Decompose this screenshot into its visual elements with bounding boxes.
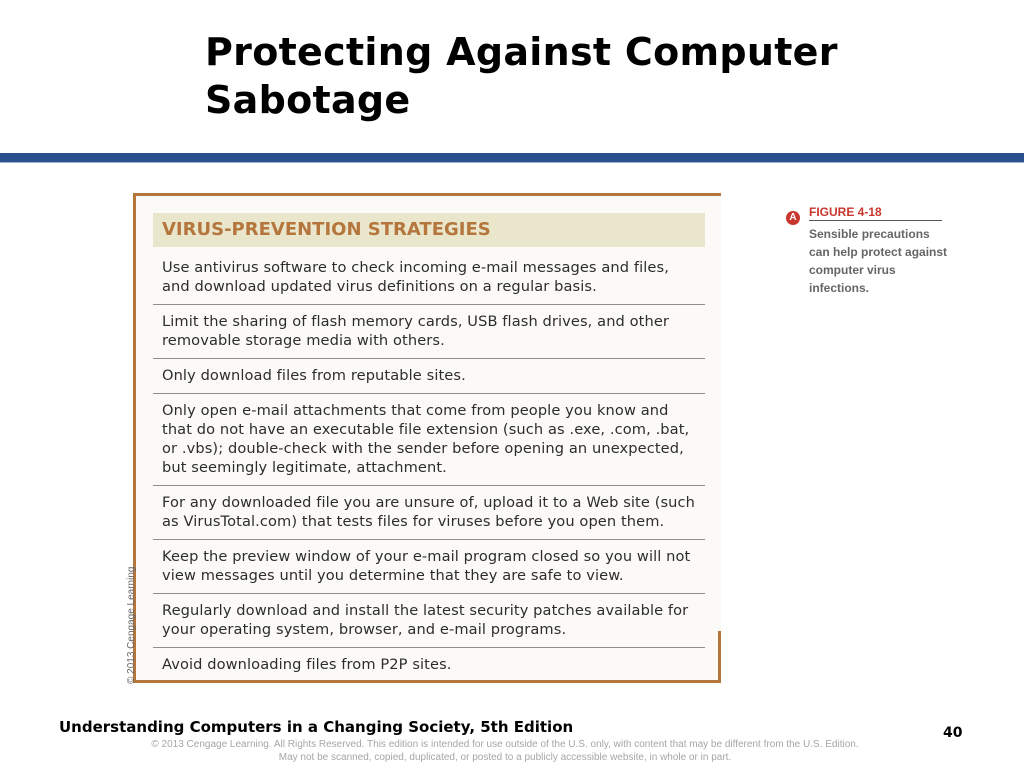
footer-notice-line: May not be scanned, copied, duplicated, or posted to a publicly accessible website, in whole or in part. — [278, 752, 732, 763]
figure-frame-top — [133, 193, 721, 196]
footer-copyright-notice — [0, 738, 1010, 764]
strategy-row: For any downloaded file you are unsure of, upload it to a Web site (such as VirusTotal.com) that tests files for viruses before you open them. — [153, 486, 705, 540]
page-number: 40 — [943, 725, 963, 741]
strategy-row: Avoid downloading files from P2P sites. — [162, 656, 452, 673]
figure-caption-text: Sensible precautions can help protect against computer virus infections. — [809, 227, 948, 295]
strategy-row: Use antivirus software to check incoming e-mail messages and files, and download updated virus definitions on a regular basis. — [153, 251, 705, 305]
slide-title: Protecting Against Computer Sabotage — [205, 30, 838, 122]
figure-marker-icon: A — [786, 211, 800, 225]
footer-book-title: Understanding Computers in a Changing Society, 5th Edition — [59, 718, 574, 736]
strategy-row: Regularly download and install the latest security patches available for your operating system, browser, and e-mail programs. — [153, 594, 705, 648]
strategy-row: Limit the sharing of flash memory cards, USB flash drives, and other removable storage media with others. — [153, 305, 705, 359]
figure-copyright: © 2013 Cengage Learning — [126, 566, 137, 684]
strategy-row: Only download files from reputable sites. — [153, 359, 705, 394]
figure-frame-right — [718, 631, 721, 683]
strategy-row: Keep the preview window of your e-mail program closed so you will not view messages until you determine that they are safe to view. — [153, 540, 705, 594]
footer-notice-line: © 2013 Cengage Learning. All Rights Reserved. This edition is intended for use outside of the U.S. only, with content that may be different from the U.S. Edition. — [151, 739, 859, 750]
virus-prevention-figure — [133, 193, 721, 683]
figure-table-header: VIRUS-PREVENTION STRATEGIES — [153, 213, 705, 247]
figure-label: FIGURE 4-18 — [809, 205, 942, 221]
strategy-list — [153, 251, 705, 682]
strategy-row: Only open e-mail attachments that come from people you know and that do not have an executable file extension (such as .exe, .com, .bat, or .vbs); double-check with the sender before opening an unexpected, but seemingly legitimate, attachment. — [153, 394, 705, 486]
title-divider — [0, 153, 1024, 162]
